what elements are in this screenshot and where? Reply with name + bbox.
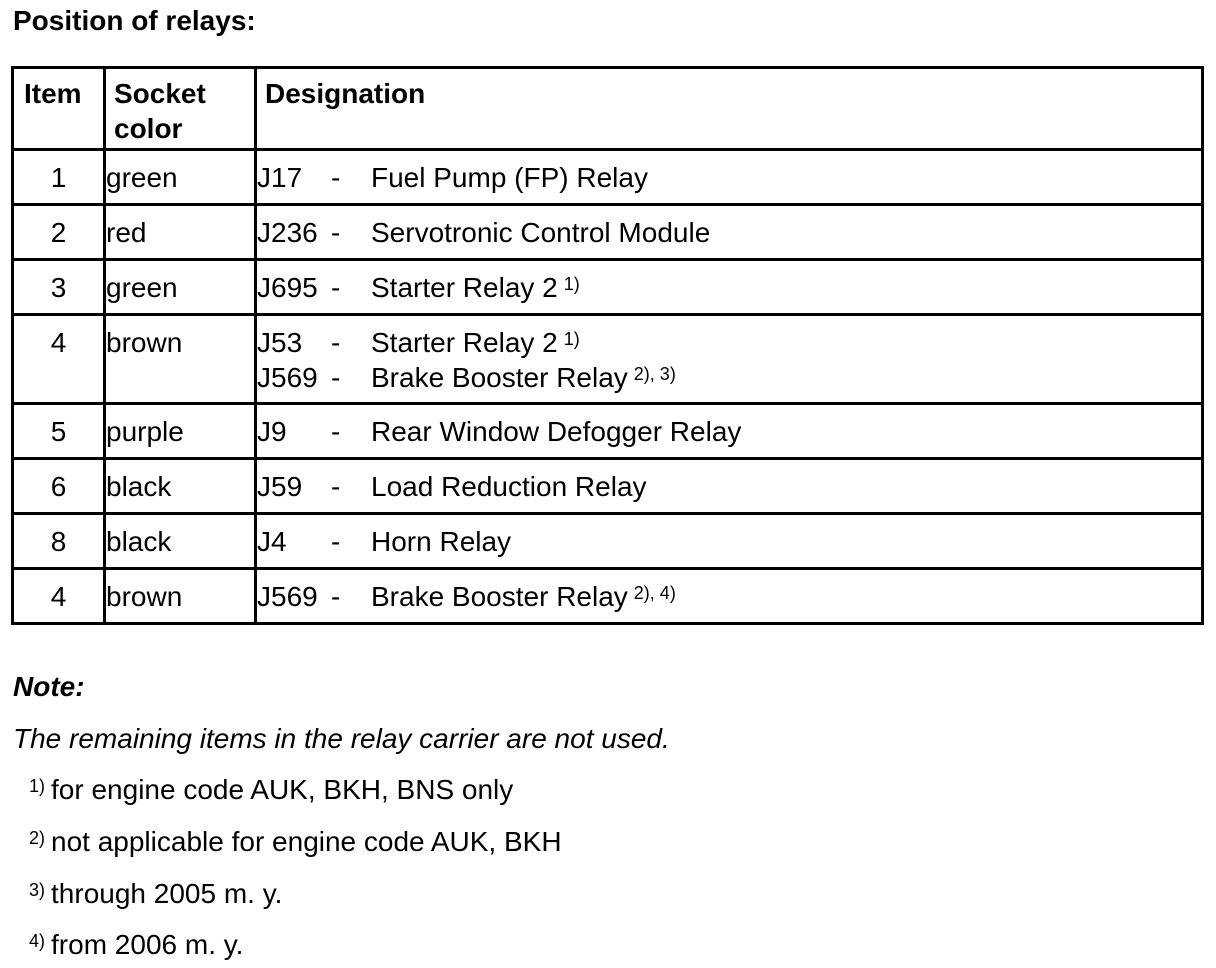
designation-line [257, 215, 1201, 250]
relay-code: J59 [257, 471, 303, 502]
separator-dash: - [331, 526, 341, 557]
footnote [29, 773, 513, 807]
cell-item-number: 8 [13, 514, 105, 569]
table-row [13, 569, 1203, 624]
cell-item-number: 1 [13, 150, 105, 205]
cell-designation [256, 569, 1203, 624]
cell-socket-color: green [105, 260, 256, 315]
footnote-text: for engine code AUK, BKH, BNS only [51, 774, 514, 805]
separator-dash: - [331, 362, 341, 393]
relay-description: Horn Relay [371, 526, 512, 557]
separator-dash: - [331, 162, 341, 193]
cell-socket-color: purple [105, 404, 256, 459]
relay-code: J236 [257, 217, 318, 248]
cell-item-number: 3 [13, 260, 105, 315]
relay-code: J569 [257, 581, 318, 612]
cell-item-number: 4 [13, 569, 105, 624]
cell-designation [256, 260, 1203, 315]
footnote [29, 877, 282, 911]
footnote-reference: 2), 4) [633, 583, 676, 603]
footnote-mark: 2) [29, 828, 46, 848]
relay-description: Load Reduction Relay [371, 471, 647, 502]
header-designation: Designation [256, 68, 1203, 150]
cell-designation [256, 205, 1203, 260]
cell-item-number: 4 [13, 315, 105, 404]
note-text: The remaining items in the relay carrier are not used. [13, 723, 670, 754]
cell-designation [256, 459, 1203, 514]
table-row [13, 459, 1203, 514]
relay-description: Starter Relay 2 [371, 272, 558, 303]
cell-socket-color: black [105, 514, 256, 569]
cell-item-number: 5 [13, 404, 105, 459]
header-socket-color [105, 68, 256, 150]
relay-code: J4 [257, 526, 287, 557]
cell-designation [256, 514, 1203, 569]
table-row [13, 514, 1203, 569]
relay-description: Servotronic Control Module [371, 217, 711, 248]
cell-socket-color: brown [105, 569, 256, 624]
separator-dash: - [331, 581, 341, 612]
separator-dash: - [331, 327, 341, 358]
cell-socket-color: red [105, 205, 256, 260]
footnote-mark: 3) [29, 880, 46, 900]
note-title: Note: [13, 671, 85, 702]
table-row [13, 150, 1203, 205]
relay-code: J53 [257, 327, 303, 358]
footnote-mark: 4) [29, 931, 46, 951]
relay-code: J695 [257, 272, 318, 303]
relay-description: Rear Window Defogger Relay [371, 416, 742, 447]
footnote [29, 825, 562, 859]
header-socket-line2: color [114, 113, 183, 144]
designation-line [257, 414, 1201, 449]
footnote-text: not applicable for engine code AUK, BKH [51, 826, 562, 857]
footnote [29, 928, 243, 962]
designation-line [257, 160, 1201, 195]
page-heading: Position of relays: [13, 5, 256, 36]
cell-item-number: 2 [13, 205, 105, 260]
cell-socket-color: black [105, 459, 256, 514]
relay-description: Brake Booster Relay [371, 362, 628, 393]
separator-dash: - [331, 272, 341, 303]
cell-socket-color: green [105, 150, 256, 205]
relay-code: J9 [257, 416, 287, 447]
relay-table-body [13, 150, 1203, 624]
cell-designation [256, 150, 1203, 205]
separator-dash: - [331, 416, 341, 447]
table-row [13, 260, 1203, 315]
cell-designation [256, 404, 1203, 459]
relay-position-table [11, 66, 1204, 625]
footnote-text: from 2006 m. y. [51, 929, 244, 960]
table-row [13, 315, 1203, 404]
header-socket-line1: Socket [114, 78, 206, 109]
designation-line [257, 270, 1201, 305]
separator-dash: - [331, 471, 341, 502]
relay-description: Starter Relay 2 [371, 327, 558, 358]
relay-description: Fuel Pump (FP) Relay [371, 162, 648, 193]
relay-description: Brake Booster Relay [371, 581, 628, 612]
table-header-row [13, 68, 1203, 150]
cell-item-number: 6 [13, 459, 105, 514]
footnote-reference: 1) [563, 274, 580, 294]
designation-line [257, 579, 1201, 614]
header-item: Item [13, 68, 105, 150]
table-row [13, 205, 1203, 260]
designation-line [257, 325, 1201, 360]
relay-code: J569 [257, 362, 318, 393]
footnote-reference: 2), 3) [633, 364, 676, 384]
footnote-mark: 1) [29, 776, 46, 796]
designation-line [257, 524, 1201, 559]
footnote-reference: 1) [563, 329, 580, 349]
designation-line [257, 360, 1201, 395]
cell-socket-color: brown [105, 315, 256, 404]
relay-code: J17 [257, 162, 303, 193]
designation-line [257, 469, 1201, 504]
table-row [13, 404, 1203, 459]
footnote-text: through 2005 m. y. [51, 878, 283, 909]
cell-designation [256, 315, 1203, 404]
separator-dash: - [331, 217, 341, 248]
